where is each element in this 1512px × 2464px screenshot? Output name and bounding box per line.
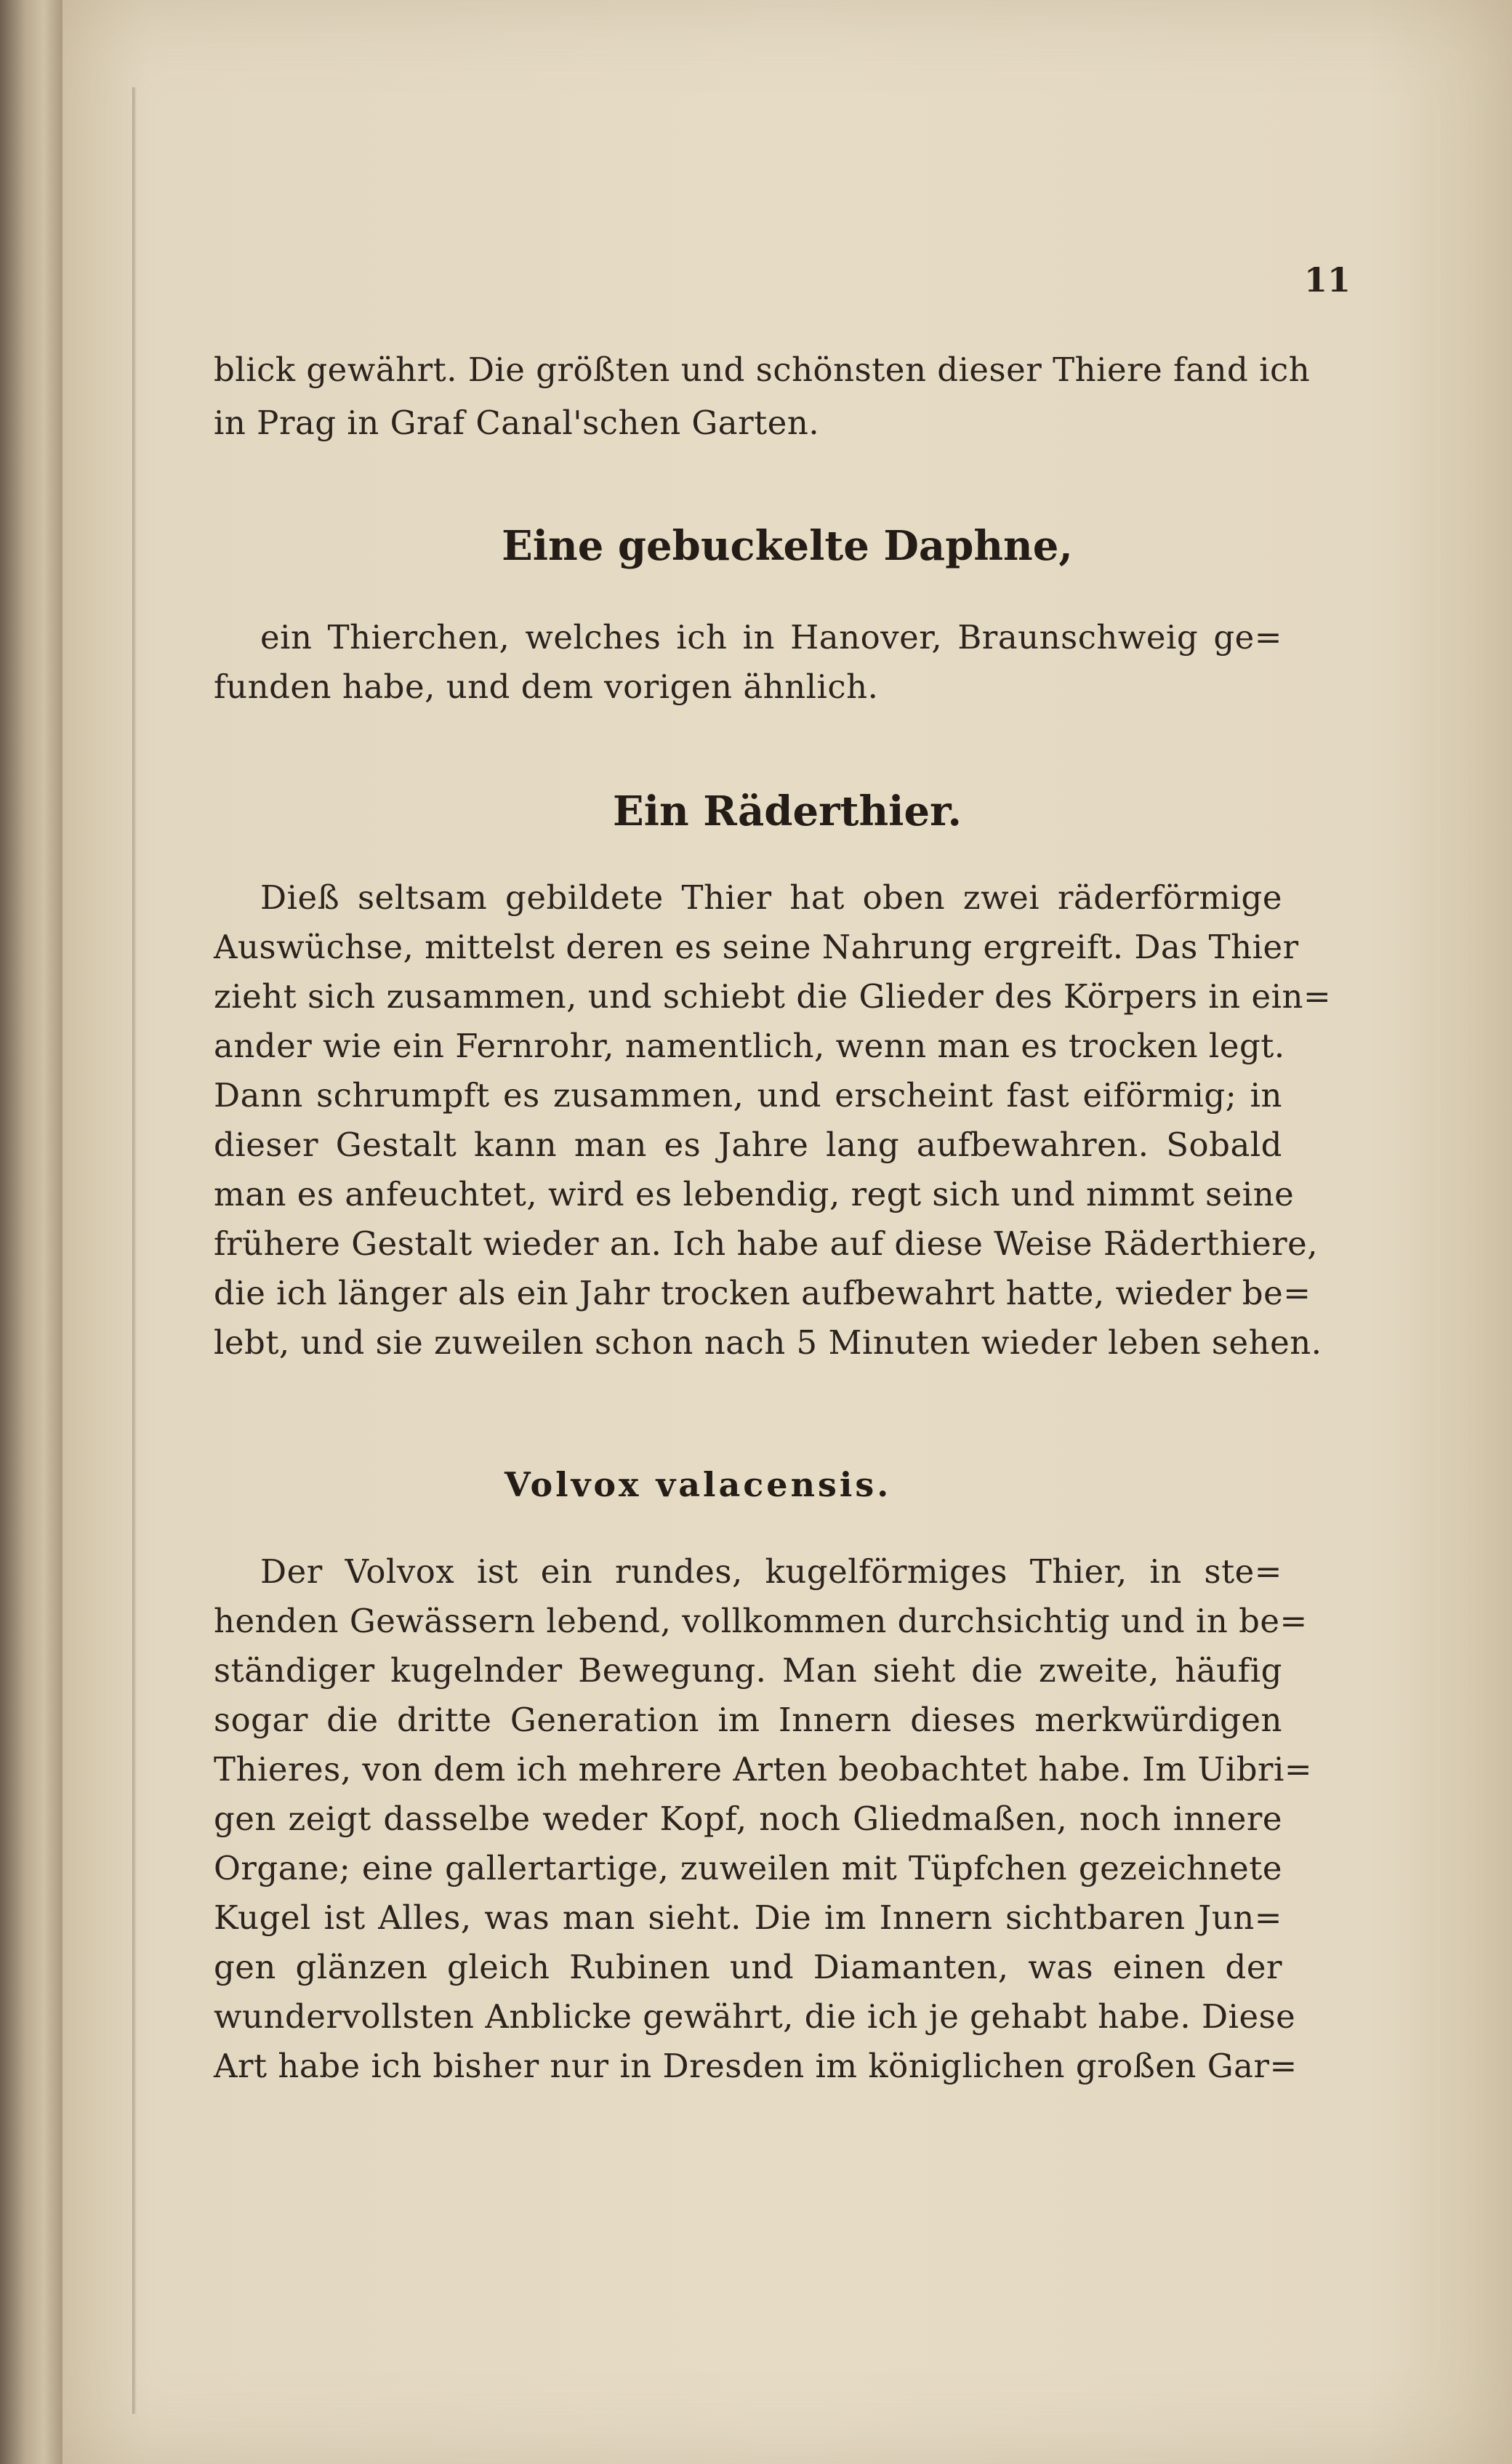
text-line: ständiger kugelnder Bewegung. Man sieht die zweite, häufig <box>214 1651 1282 1690</box>
page-sheet <box>63 0 1512 2464</box>
book-gutter <box>0 0 63 2464</box>
text-line: blick gewährt. Die größten und schönsten dieser Thiere fand ich <box>214 350 1311 389</box>
text-line: frühere Gestalt wieder an. Ich habe auf diese Weise Räderthiere, <box>214 1224 1319 1263</box>
text-line: Dieß seltsam gebildete Thier hat oben zwei räderförmige <box>260 878 1282 917</box>
text-line: sogar die dritte Generation im Innern dieses merkwürdigen <box>214 1701 1282 1739</box>
text-line: ein Thierchen, welches ich in Hanover, Braunschweig ge= <box>260 618 1282 657</box>
text-line: Dann schrumpft es zusammen, und erscheint fast eiförmig; in <box>214 1076 1282 1115</box>
text-line: zieht sich zusammen, und schiebt die Glieder des Körpers in ein= <box>214 977 1332 1016</box>
text-line: gen glänzen gleich Rubinen und Diamanten, was einen der <box>214 1948 1282 1986</box>
text-line: Thieres, von dem ich mehrere Arten beobachtet habe. Im Uibri= <box>214 1750 1313 1789</box>
text-line: Auswüchse, mittelst deren es seine Nahrung ergreift. Das Thier <box>214 928 1299 966</box>
text-line: gen zeigt dasselbe weder Kopf, noch Gliedmaßen, noch innere <box>214 1799 1282 1838</box>
text-line: Der Volvox ist ein rundes, kugelförmiges Thier, in ste= <box>260 1552 1282 1591</box>
text-line: Kugel ist Alles, was man sieht. Die im Innern sichtbaren Jun= <box>214 1898 1282 1937</box>
text-line: lebt, und sie zuweilen schon nach 5 Minuten wieder leben sehen. <box>214 1323 1322 1362</box>
section-heading-raederthier: Ein Räderthier. <box>613 787 962 835</box>
text-line: dieser Gestalt kann man es Jahre lang aufbewahren. Sobald <box>214 1125 1282 1164</box>
text-line: ander wie ein Fernrohr, namentlich, wenn man es trocken legt. <box>214 1027 1285 1065</box>
text-line: wundervollsten Anblicke gewährt, die ich je gehabt habe. Diese <box>214 1997 1296 2036</box>
text-line: die ich länger als ein Jahr trocken aufbewahrt hatte, wieder be= <box>214 1274 1311 1312</box>
page-number: 11 <box>1303 260 1351 300</box>
gutter-shadow <box>132 87 137 2414</box>
section-heading-daphne: Eine gebuckelte Daphne, <box>502 522 1073 570</box>
text-line: henden Gewässern lebend, vollkommen durchsichtig und in be= <box>214 1602 1308 1640</box>
section-heading-volvox: Volvox valacensis. <box>504 1465 892 1504</box>
text-line: Organe; eine gallertartige, zuweilen mit Tüpfchen gezeichnete <box>214 1849 1282 1887</box>
text-line: Art habe ich bisher nur in Dresden im königlichen großen Gar= <box>214 2047 1298 2085</box>
text-line: in Prag in Graf Canal'schen Garten. <box>214 404 820 442</box>
text-line: funden habe, und dem vorigen ähnlich. <box>214 667 879 706</box>
text-line: man es anfeuchtet, wird es lebendig, regt sich und nimmt seine <box>214 1175 1295 1213</box>
